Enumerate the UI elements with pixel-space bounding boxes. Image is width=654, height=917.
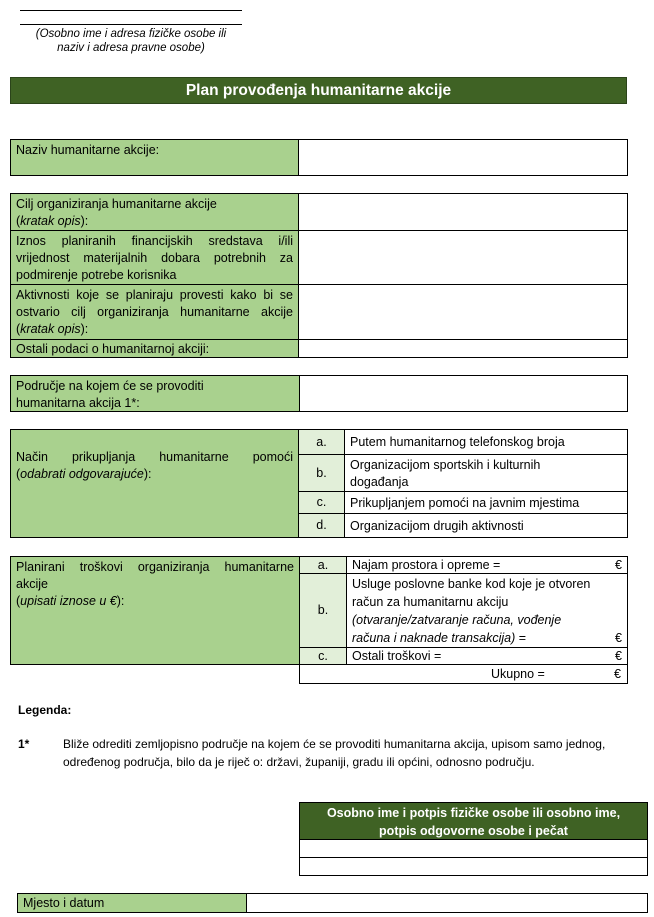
- iznos-field[interactable]: [298, 230, 628, 285]
- nacin-option-b-letter[interactable]: b.: [298, 454, 345, 492]
- ostali-field[interactable]: [298, 339, 628, 358]
- nacin-option-d-letter[interactable]: d.: [298, 513, 345, 538]
- address-line-1: [20, 10, 242, 11]
- troskovi-label: Planirani troškovi organiziranja humanitarne akcije (upisati iznose u €):: [10, 556, 300, 665]
- aktivnosti-field[interactable]: [298, 284, 628, 340]
- naziv-field[interactable]: [298, 139, 628, 176]
- podrucje-field[interactable]: [299, 375, 628, 412]
- troskovi-b-field[interactable]: Usluge poslovne banke kod koje je otvoren račun za humanitarnu akciju (otvaranje/zatvaranje računa, vođenje računa i naknade transakcija) = €: [346, 573, 628, 648]
- nacin-option-c-letter[interactable]: c.: [298, 491, 345, 514]
- address-line-2: [20, 24, 242, 25]
- troskovi-a-letter: a.: [299, 556, 347, 574]
- aktivnosti-label: Aktivnosti koje se planiraju provesti kako bi se ostvario cilj organiziranja humanitarne akcije (kratak opis):: [10, 284, 299, 340]
- cilj-label: Cilj organiziranja humanitarne akcije (kratak opis):: [10, 193, 299, 231]
- cilj-field[interactable]: [298, 193, 628, 231]
- troskovi-ukupno-field[interactable]: Ukupno = €: [299, 664, 628, 684]
- ostali-label: Ostali podaci o humanitarnoj akciji:: [10, 339, 299, 358]
- nacin-option-c[interactable]: Prikupljanjem pomoći na javnim mjestima: [344, 491, 628, 514]
- nacin-option-a[interactable]: Putem humanitarnog telefonskog broja: [344, 429, 628, 455]
- troskovi-b-letter: b.: [299, 573, 347, 648]
- footnote-text: Bliže odrediti zemljopisno područje na kojem će se provoditi humanitarna akcija, upisom samo jednog, određenog područja, bilo da je riječ o: državi, županiji, gradu ili općini, odnosno području.: [63, 737, 606, 769]
- address-note: (Osobno ime i adresa fizičke osobe ili naziv i adresa pravne osobe): [35, 28, 227, 54]
- legend-title: Legenda:: [18, 703, 72, 717]
- iznos-label: Iznos planiranih financijskih sredstava i/ili vrijednost materijalnih dobara potrebnih za podmirenje potrebe korisnika: [10, 230, 299, 285]
- mjesto-field[interactable]: [246, 893, 648, 913]
- nacin-label: Način prikupljanja humanitarne pomoći (odabrati odgovarajuće):: [10, 429, 299, 538]
- signature-field-2[interactable]: [299, 857, 648, 876]
- nacin-option-b[interactable]: Organizacijom sportskih i kulturnih događanja: [344, 454, 628, 492]
- naziv-label: Naziv humanitarne akcije:: [10, 139, 299, 176]
- signature-header: Osobno ime i potpis fizičke osobe ili osobno ime, potpis odgovorne osobe i pečat: [299, 802, 648, 840]
- page-title: Plan provođenja humanitarne akcije: [10, 77, 627, 104]
- nacin-option-a-letter[interactable]: a.: [298, 429, 345, 455]
- troskovi-c-letter: c.: [299, 647, 347, 665]
- mjesto-label: Mjesto i datum: [17, 893, 247, 913]
- podrucje-label: Područje na kojem će se provoditi humanitarna akcija 1*:: [10, 375, 300, 412]
- troskovi-c-field[interactable]: Ostali troškovi = €: [346, 647, 628, 665]
- signature-field-1[interactable]: [299, 839, 648, 858]
- nacin-option-d[interactable]: Organizacijom drugih aktivnosti: [344, 513, 628, 538]
- troskovi-a-field[interactable]: Najam prostora i opreme = €: [346, 556, 628, 574]
- footnote-marker: 1*: [18, 737, 30, 751]
